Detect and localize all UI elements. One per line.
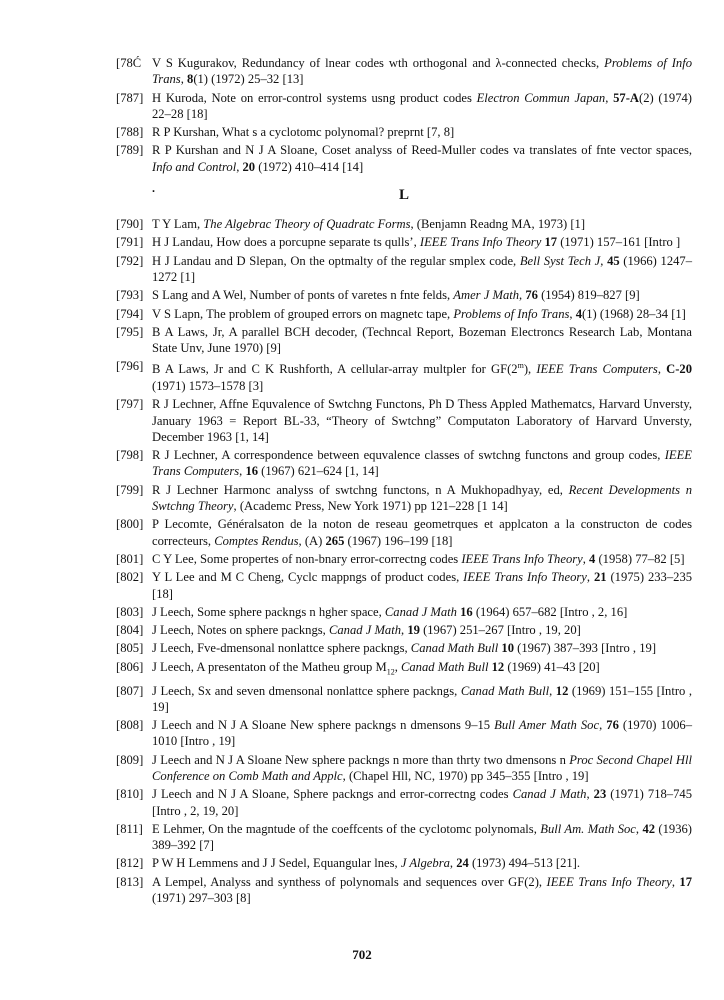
reference-number: [811] (116, 821, 143, 836)
volume-number: 45 (607, 253, 620, 268)
citation-title: IEEE Trans Info Theory (461, 551, 583, 566)
citation-text: , (549, 683, 556, 698)
reference-text (152, 447, 692, 480)
citation-text: (1975) 233–235 [18] (152, 570, 693, 601)
reference-number: [806] (116, 659, 144, 674)
citation-text: Y L Lee and M C Cheng, Cyclc mappngs of product codes, (152, 570, 464, 585)
reference-text (152, 640, 692, 656)
reference-text (152, 396, 692, 445)
citation-text: B A Laws, Jr, A parallel BCH decoder, (Techncal Report, Bozeman Electroncs Research Lab, Montana State Unv, June 1970) [9] (152, 324, 692, 356)
reference-text (152, 124, 692, 140)
citation-text: , (Chapel Hll, NC, 1970) pp 345–355 [Intro , 19] (342, 768, 589, 783)
reference-number: [802] (116, 570, 144, 585)
reference-entry (116, 855, 692, 871)
reference-text (152, 855, 692, 871)
volume-number: 76 (525, 288, 538, 303)
citation-title: The Algebrac Theory of Quadratc Forms (203, 217, 411, 232)
reference-number: [791] (116, 235, 144, 250)
reference-text (152, 786, 692, 819)
citation-text: (1964) 657–682 [Intro , 2, 16] (472, 604, 628, 619)
reference-number: [799] (116, 482, 144, 497)
reference-text (152, 569, 692, 602)
reference-entry (116, 90, 692, 123)
volume-number: 57-A (613, 90, 639, 105)
citation-text: , (519, 288, 526, 303)
stray-mark: . (152, 181, 155, 196)
citation-text: (1) (1972) 25–32 [13] (193, 72, 304, 87)
reference-entry (116, 516, 692, 549)
citation-title: Canad J Math (384, 604, 457, 619)
reference-text (152, 482, 692, 515)
citation-text: (1970) 1006–1010 [Intro , 19] (152, 718, 693, 749)
reference-entry (116, 821, 692, 854)
reference-entry (116, 786, 692, 819)
citation-title: J Algebra (400, 856, 450, 871)
volume-number: 17 (679, 874, 693, 889)
citation-text: J Leech, A presentaton of the Matheu group M (152, 659, 387, 674)
reference-text (152, 752, 692, 785)
citation-text: , (586, 570, 594, 585)
citation-text: (1971) 1573–1578 [3] (152, 378, 264, 393)
volume-number: 10 (501, 641, 515, 656)
reference-number: [797] (116, 397, 144, 412)
reference-entry (116, 124, 692, 140)
reference-number: [798] (116, 448, 144, 463)
citation-text: (1973) 494–513 [21]. (468, 856, 581, 871)
citation-text: C Y Lee, Some propertes of non-bnary error-correctng codes (152, 551, 462, 566)
volume-number: 20 (242, 159, 256, 174)
citation-title: Amer J Math (453, 288, 520, 303)
volume-number: 19 (407, 623, 420, 638)
citation-text: (1967) 251–267 [Intro , 19, 20] (419, 623, 581, 638)
citation-text: R J Lechner, A correspondence between equvalence classes of swtchng functons and group codes, (152, 448, 665, 463)
citation-text: R P Kurshan and N J A Sloane, Coset analyss of Reed-Muller codes va translates of fnte vector spaces, (152, 143, 692, 158)
citation-text: (1967) 621–624 [1, 14] (258, 464, 379, 479)
reference-number: [78Ć (116, 56, 142, 70)
citation-title: Canad Math Bull (460, 683, 550, 698)
citation-text: (1972) 410–414 [14] (255, 159, 364, 174)
reference-text (152, 874, 692, 907)
reference-number: [812] (116, 856, 144, 871)
references-k-continued (116, 55, 692, 175)
reference-text (152, 324, 692, 357)
citation-text: J Leech and N J A Sloane, Sphere packngs and error-correctng codes (152, 787, 513, 802)
reference-entry (116, 874, 692, 907)
reference-entry (116, 622, 692, 638)
reference-entry (116, 604, 692, 620)
citation-text: 12 (386, 667, 395, 677)
reference-entry (116, 358, 692, 394)
citation-text: P W H Lemmens and J J Sedel, Equangular lnes, (152, 856, 401, 871)
citation-title: Proc Second Chapel Hll Conference on Comb Math and Applc (152, 752, 692, 783)
reference-text (152, 821, 692, 854)
citation-text: H J Landau and D Slepan, On the optmalty of the regular smplex code, (152, 253, 520, 268)
reference-text (152, 622, 692, 638)
citation-text: (1971) 718–745 [Intro , 2, 19, 20] (152, 787, 692, 818)
references-l (116, 216, 692, 906)
citation-text: (1958) 77–82 [5] (595, 551, 685, 566)
citation-text: V S Kugurakov, Redundancy of lnear codes wth orthogonal and λ-connected checks, (152, 56, 605, 70)
volume-number: 16 (245, 464, 259, 479)
reference-text (152, 516, 692, 549)
citation-text: , (239, 464, 246, 479)
citation-text: (1967) 387–393 [Intro , 19] (514, 641, 657, 656)
citation-title: Info and Control (152, 159, 237, 174)
reference-entry (116, 447, 692, 480)
citation-title: IEEE Trans Info Theory (546, 874, 672, 889)
citation-text: (1954) 819–827 [9] (537, 288, 640, 303)
citation-title: IEEE Trans Computers (152, 448, 692, 479)
reference-entry (116, 551, 692, 567)
reference-text (152, 234, 692, 250)
citation-text: , (401, 623, 408, 638)
citation-title: IEEE Trans Info Theory (463, 570, 587, 585)
reference-entry (116, 640, 692, 656)
citation-title: Recent Developments n Swtchng Theory (152, 482, 692, 514)
reference-number: [788] (116, 125, 144, 140)
reference-number: [809] (116, 752, 144, 767)
citation-text: , (569, 306, 576, 321)
citation-title: Comptes Rendus (214, 533, 299, 548)
citation-text: (1969) 151–155 [Intro , 19] (152, 683, 692, 714)
volume-number: 4 (575, 306, 582, 321)
reference-number: [793] (116, 288, 144, 303)
reference-text (152, 55, 692, 88)
volume-number: 17 (544, 235, 558, 250)
volume-number: 12 (555, 683, 569, 698)
volume-number: 24 (456, 856, 469, 871)
reference-entry (116, 253, 692, 286)
reference-text (152, 358, 692, 394)
citation-text: H J Landau, How does a porcupne separate ts qulls’, (152, 235, 420, 250)
reference-entry (116, 569, 692, 602)
reference-text (152, 683, 692, 716)
citation-text: J Leech and N J A Sloane New sphere packngs n more than thrty two dmensons n (152, 752, 570, 767)
citation-text: (1971) 157–161 [Intro ] (557, 235, 681, 250)
citation-text: , (586, 787, 594, 802)
citation-text: , (180, 72, 188, 87)
citation-text: P Lecomte, Généralsaton de la noton de reseau geometrques et applcaton a la constructon de codes correcteurs, (152, 517, 692, 548)
reference-number: [805] (116, 641, 144, 656)
citation-title: Bull Amer Math Soc (494, 718, 600, 733)
citation-text: (1969) 41–43 [20] (504, 659, 600, 674)
citation-text: J Leech, Fve-dmensonal nonlattce sphere packngs, (152, 641, 411, 656)
reference-entry (116, 55, 692, 88)
reference-entry (116, 396, 692, 445)
citation-title: Problems of Info Trans (152, 56, 692, 87)
citation-text: J Leech, Some sphere packngs n hgher space, (152, 604, 385, 619)
volume-number: 21 (593, 570, 607, 585)
citation-text: R J Lechner Harmonc analyss of swtchng functons, n A Mukhopadhyay, ed, (152, 482, 569, 497)
citation-text: T Y Lam, (152, 217, 204, 232)
page-number: 702 (352, 947, 372, 962)
reference-text (152, 90, 692, 123)
reference-number: [813] (116, 874, 144, 889)
reference-number: [792] (116, 253, 144, 268)
citation-text: , (Benjamn Readng MA, 1973) [1] (410, 217, 586, 232)
reference-number: [789] (116, 143, 144, 158)
citation-text: , (657, 362, 667, 377)
citation-title: Electron Commun Japan (476, 90, 606, 105)
volume-number: 8 (187, 72, 194, 87)
citation-text: E Lehmer, On the magntude of the coeffcents of the cyclotomc polynomals, (152, 821, 541, 836)
reference-entry (116, 306, 692, 322)
citation-text: (1966) 1247–1272 [1] (152, 253, 693, 284)
section-heading (116, 181, 692, 204)
reference-text (152, 306, 692, 322)
citation-title: IEEE Trans Info Theory (419, 235, 542, 250)
reference-entry (116, 324, 692, 357)
reference-entry (116, 482, 692, 515)
reference-text (152, 253, 692, 286)
volume-number: 265 (325, 533, 345, 548)
reference-text (152, 717, 692, 750)
citation-text: (1) (1968) 28–34 [1] (582, 306, 686, 321)
reference-entry (116, 287, 692, 303)
citation-text: B A Laws, Jr and C K Rushforth, A cellular-array multpler for GF(2 (152, 362, 518, 377)
citation-text: V S Lapn, The problem of grouped errors on magnetc tape, (152, 306, 454, 321)
reference-number: [787] (116, 90, 144, 105)
citation-title: IEEE Trans Computers (536, 362, 658, 377)
citation-text: , (Academc Press, New York 1971) pp 121–228 [1 14] (233, 499, 508, 514)
reference-number: [796] (116, 359, 144, 374)
reference-entry (116, 216, 692, 232)
citation-text: J Leech, Notes on sphere packngs, (152, 623, 329, 638)
volume-number: 4 (589, 551, 596, 566)
reference-entry (116, 142, 692, 175)
citation-title: Canad J Math (328, 623, 402, 638)
volume-number: C-20 (666, 362, 692, 377)
reference-entry (116, 234, 692, 250)
citation-text: , (A) (298, 533, 326, 548)
reference-text (152, 659, 692, 681)
volume-number: 16 (460, 604, 473, 619)
reference-number: [804] (116, 623, 144, 638)
reference-number: [800] (116, 517, 144, 532)
citation-text: H Kuroda, Note on error-control systems usng product codes (152, 90, 477, 105)
citation-text: R P Kurshan, What s a cyclotomc polynomal? preprnt [7, 8] (152, 125, 455, 140)
reference-entry (116, 717, 692, 750)
reference-list (116, 55, 692, 908)
reference-text (152, 287, 692, 303)
volume-number: 76 (606, 718, 619, 733)
citation-text: ), (523, 362, 537, 377)
citation-text: , (449, 856, 457, 871)
volume-number: 23 (593, 787, 607, 802)
citation-text: (2) (1974) 22–28 [18] (152, 90, 692, 121)
citation-text: (1971) 297–303 [8] (152, 891, 251, 906)
section-letter: L (398, 187, 409, 204)
reference-entry (116, 659, 692, 681)
citation-text: (1936) 389–392 [7] (152, 821, 692, 853)
citation-text: , (635, 821, 643, 836)
volume-number: 42 (642, 821, 656, 836)
reference-text (152, 551, 692, 567)
citation-text: A Lempel, Analyss and synthess of polynomals and sequences over GF(2), (152, 874, 547, 889)
reference-number: [807] (116, 683, 144, 698)
citation-text: , (671, 874, 680, 889)
citation-text: S Lang and A Wel, Number of ponts of varetes n fnte felds, (152, 288, 454, 303)
reference-text (152, 142, 692, 175)
citation-text: , (599, 718, 607, 733)
reference-text (152, 604, 692, 620)
citation-title: Canad J Math (512, 787, 587, 802)
reference-number: [795] (116, 324, 144, 339)
reference-text (152, 216, 692, 232)
citation-title: Canad Math Bull (410, 641, 499, 656)
reference-number: [801] (116, 551, 144, 566)
citation-title: Bell Syst Tech J (519, 253, 601, 268)
citation-text: R J Lechner, Affne Equvalence of Swtchng Functons, Ph D Thess Appled Mathematcs, Harvard Unversty, January 1963 = Report BL-33, “Theory of Swtchng” Computaton Laboratory of Harvard Unversty, December 1963 [1, 14] (152, 397, 692, 444)
reference-entry (116, 683, 692, 716)
citation-title: Bull Am. Math Soc (540, 821, 636, 836)
reference-number: [808] (116, 718, 144, 733)
citation-text: , (236, 159, 243, 174)
citation-text: , (582, 551, 590, 566)
reference-number: [803] (116, 604, 144, 619)
reference-number: [790] (116, 217, 144, 232)
citation-text: , (600, 253, 608, 268)
citation-text: J Leech and N J A Sloane New sphere packngs n dmensons 9–15 (152, 718, 495, 733)
citation-text: , (605, 90, 614, 105)
citation-title: Canad Math Bull (400, 659, 489, 674)
citation-text: m (517, 361, 524, 371)
reference-number: [794] (116, 306, 144, 321)
reference-number: [810] (116, 787, 144, 802)
volume-number: 12 (491, 659, 505, 674)
citation-text: J Leech, Sx and seven dmensonal nonlattce sphere packngs, (152, 683, 461, 698)
citation-text: , (394, 659, 401, 674)
citation-title: Problems of Info Trans (453, 306, 570, 321)
citation-text: (1967) 196–199 [18] (344, 533, 453, 548)
reference-entry (116, 752, 692, 785)
